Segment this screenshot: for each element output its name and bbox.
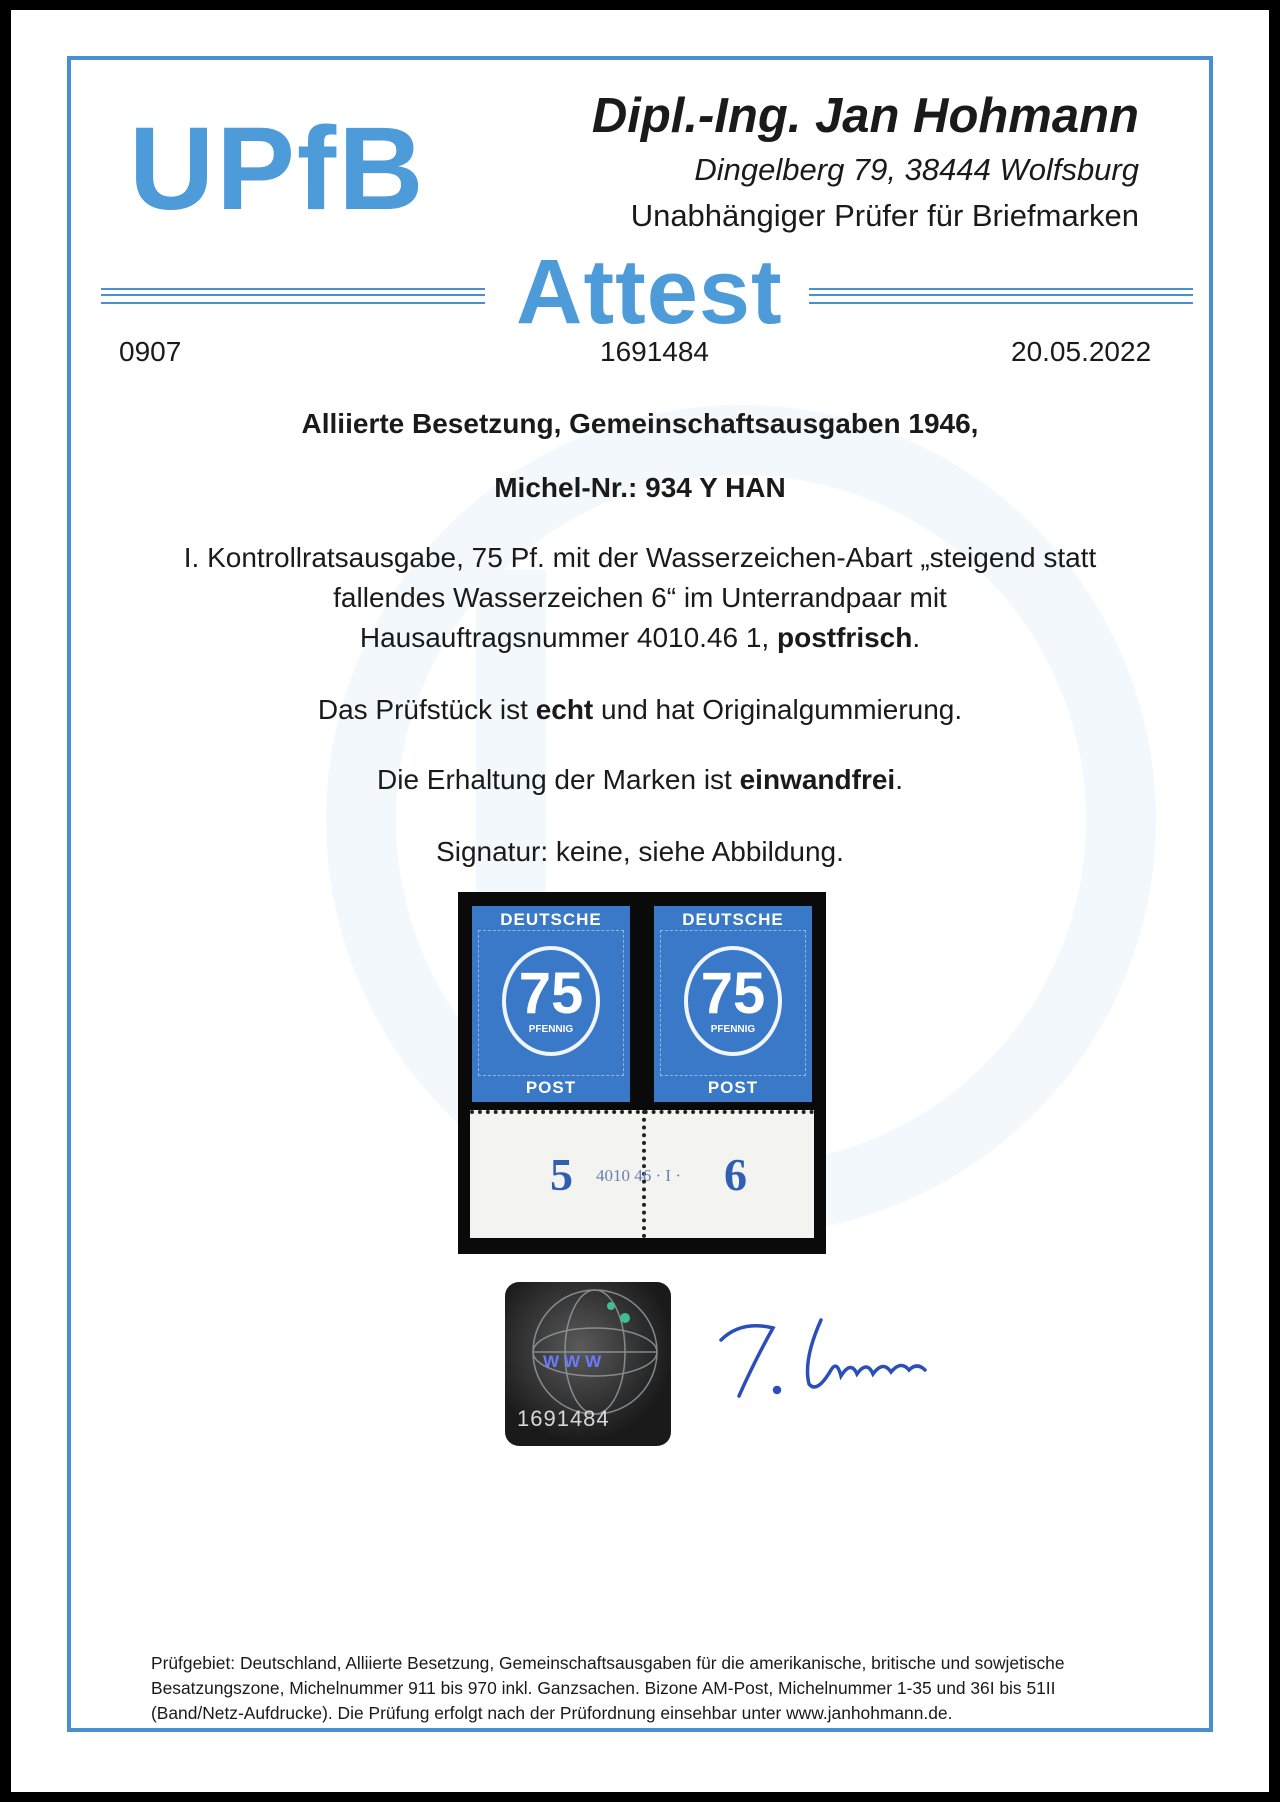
margin-number-right: 6	[724, 1149, 747, 1200]
stamp-footer: POST	[707, 1078, 759, 1097]
upfb-logo: UPfB	[129, 103, 426, 235]
stamp-value: 75	[700, 961, 766, 1026]
footer-note: Prüfgebiet: Deutschland, Alliierte Besetzung, Gemeinschaftsausgaben für die amerikanische, britische und sowjetische Besatzungszone, Michelnummer 911 bis 970 inkl. Ganzsachen. Bizone AM-Post, Michelnummer 1-35 und 36I bis 51II (Band/Netz-Aufdrucke). Die Prüfung erfolgt nach der Prüfordnung einsehbar unter www.janhohmann.de.	[151, 1653, 1065, 1723]
description-line-2: fallendes Wasserzeichen 6“ im Unterrandpaar mit	[333, 582, 947, 613]
margin-number-left: 5	[550, 1149, 573, 1200]
hologram-www: WWW	[543, 1352, 607, 1371]
certificate-date: 20.05.2022	[1011, 336, 1152, 367]
stamp-header: DEUTSCHE	[682, 910, 784, 929]
house-order-number: 4010 46 · I ·	[596, 1166, 681, 1185]
description-line-3-end: .	[912, 622, 921, 653]
examiner-signature	[711, 1300, 971, 1410]
security-hologram	[505, 1282, 671, 1446]
stamp-pfennig: PFENNIG	[710, 1024, 756, 1035]
stamp-pair-image	[458, 892, 826, 1254]
company-name: Dipl.-Ing. Jan Hohmann	[591, 89, 1139, 143]
certificate-code: 0907	[119, 336, 182, 367]
title-rule-left	[101, 288, 485, 304]
condition-suffix: .	[895, 764, 903, 795]
authenticity-verdict: echt	[535, 694, 594, 725]
description-line-3	[11, 622, 1269, 654]
description-line-1: I. Kontrollratsausgabe, 75 Pf. mit der Wasserzeichen-Abart „steigend statt	[183, 542, 1097, 573]
title-rule-right	[809, 288, 1193, 304]
heading-issue: Alliierte Besetzung, Gemeinschaftsausgaben 1946,	[301, 408, 979, 439]
hologram-number: 1691484	[517, 1406, 610, 1431]
stamp-value: 75	[518, 961, 584, 1026]
company-subtitle: Unabhängiger Prüfer für Briefmarken	[630, 198, 1139, 233]
condition-line	[11, 764, 1269, 796]
stamp-right	[654, 906, 812, 1102]
authenticity-suffix: und hat Originalgummierung.	[593, 694, 963, 725]
company-address: Dingelberg 79, 38444 Wolfsburg	[694, 152, 1139, 187]
authenticity-prefix: Das Prüfstück ist	[317, 694, 536, 725]
description-line-3-text: Hausauftragsnummer 4010.46 1,	[359, 622, 777, 653]
certificate-page	[11, 10, 1269, 1792]
sheet-margin	[470, 1110, 814, 1238]
authenticity-line	[11, 694, 1269, 726]
stamp-left	[472, 906, 630, 1102]
signature-line: Signatur: keine, siehe Abbildung.	[436, 836, 844, 867]
stamp-pfennig: PFENNIG	[528, 1024, 574, 1035]
certificate-number: 1691484	[600, 336, 710, 367]
heading-michel: Michel-Nr.: 934 Y HAN	[494, 472, 786, 503]
stamp-footer: POST	[525, 1078, 577, 1097]
condition-prefix: Die Erhaltung der Marken ist	[377, 764, 740, 795]
document-title: Attest	[516, 241, 783, 343]
condition-postfrisch: postfrisch	[777, 622, 913, 653]
stamp-header: DEUTSCHE	[500, 910, 602, 929]
condition-verdict: einwandfrei	[739, 764, 896, 795]
